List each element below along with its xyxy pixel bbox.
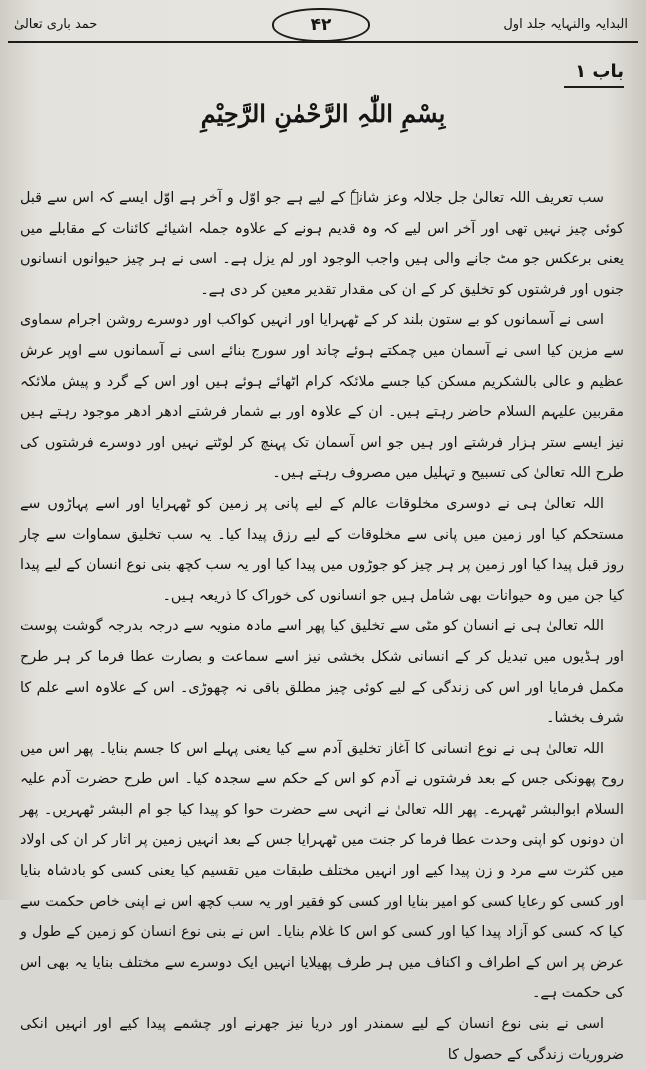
page-number: ۴۲ bbox=[310, 15, 332, 35]
body-text bbox=[20, 183, 624, 1070]
section-title: حمد باری تعالیٰ bbox=[14, 17, 98, 32]
paragraph-2: اسی نے آسمانوں کو بے ستون بلند کر کے ٹھہرایا اور انہیں کواکب اور دوسرے روشن اجرام سماوی سے مزین کیا اسی نے آسمان میں چمکتے ہوئے چاند اور سورج بنائے اسی نے آسمانوں سے اوپر عرش عظیم و عالی بالشکریم مسکن کیا جسے ملائکہ کرام اٹھائے ہوئے ہیں اور اس کے گرد و پیش ملائکہ مقربین علیہم السلام حاضر رہتے ہیں۔ ان کے علاوہ اور بے شمار فرشتے ادھر ادھر موجود رہتے ہیں نیز ایسے ستر ہزار فرشتے اور ہیں جو اس آسمان تک پہنچ کر لوٹتے نہیں اور دوسرے فرشتوں کی طرح اللہ تعالیٰ کی تسبیح و تہلیل میں مصروف رہتے ہیں۔ bbox=[20, 312, 624, 482]
header-divider bbox=[8, 41, 638, 43]
basmala-calligraphy: بِسْمِ اللّٰہِ الرَّحْمٰنِ الرَّحِیْمِ bbox=[200, 99, 446, 128]
page-number-oval bbox=[272, 8, 370, 42]
page-header bbox=[0, 0, 646, 44]
book-title: البدایہ والنہایہ جلد اول bbox=[503, 17, 628, 32]
paragraph-6: اسی نے بنی نوع انسان کے لیے سمندر اور دریا نیز جھرنے اور چشمے پیدا کیے اور انہیں انکی ضروریات زندگی کے حصول کا bbox=[20, 1016, 624, 1063]
chapter-label: باب ۱ bbox=[564, 61, 624, 88]
paragraph-5: اللہ تعالیٰ ہی نے نوع انسانی کا آغاز تخلیق آدم سے کیا یعنی پہلے اس کا جسم بنایا۔ پھر اس میں روح پھونکی جس کے بعد فرشتوں نے آدم کو اس کے حکم سے سجدہ کیا۔ اس طرح حضرت آدم علیہ السلام ابوالبشر ٹھہرے۔ پھر اللہ تعالیٰ نے انہی سے حضرت حوا کو پیدا کیا جو ام البشر ٹھہریں۔ پھر ان دونوں کو اپنی وحدت عطا فرما کر جنت میں ٹھہرایا جس کے بعد انہیں زمین پر اتار کر ان کی اولاد میں کثرت سے مرد و زن پیدا کیے اور انہیں مختلف طبقات میں تقسیم کیا یعنی کسی کو بادشاہ بنایا اور کسی کو رعایا کسی کو امیر بنایا اور کسی کو فقیر اور یہ سب کچھ اس نے اپنی خاص حکمت سے کیا کہ کسی کو آزاد پیدا کیا اور کسی کو اس کا غلام بنایا۔ اس نے بنی نوع انسان کو زمین کے طول و عرض پر اس کے اطراف و اکناف میں ہر طرف پھیلایا انہیں ایک دوسرے سے مختلف بنایا یہ بھی اس کی حکمت ہے۔ bbox=[20, 740, 624, 1002]
paragraph-3: اللہ تعالیٰ ہی نے دوسری مخلوقات عالم کے لیے پانی پر زمین کو ٹھہرایا اور اسے پہاڑوں سے مستحکم کیا اور زمین میں پانی سے مخلوقات کے لیے رزق پیدا کیا۔ یہ سب تخلیق سماوات سے چار روز قبل پیدا کیا اور زمین پر ہر چیز کو جوڑوں میں پیدا کیا اور یہ سب کچھ بنی نوع انسان کے لیے پیدا کیا جن میں وہ حیوانات بھی شامل ہیں جو انسانوں کی خوراک کا ذریعہ ہیں۔ bbox=[20, 495, 624, 604]
paragraph-4: اللہ تعالیٰ ہی نے انسان کو مٹی سے تخلیق کیا پھر اسے مادہ منویہ سے درجہ بدرجہ گوشت پوست اور ہڈیوں میں تبدیل کر کے انسانی شکل بخشی نیز اسے سماعت و بصارت عطا فرما کر ہر طرح مکمل فرمایا اور اس کی زندگی کے لیے کوئی چیز مطلق باقی نہ چھوڑی۔ اس کے علاوہ اسے علم کا شرف بخشا۔ bbox=[20, 618, 624, 727]
paragraph-1: سب تعریف اللہ تعالیٰ جل جلالہ وعز شانہٗ کے لیے ہے جو اوّل و آخر ہے اوّل ایسے کہ اس سے قبل کوئی چیز نہیں تھی اور آخر اس لیے کہ وہ قدیم ہونے کے علاوہ جملہ اشیائے کائنات کے مقابلے میں یعنی برعکس جو مٹ جانے والی ہیں واجب الوجود اور لم یزل ہے۔ اسی نے ہر چیز حیوانوں انسانوں جنوں اور فرشتوں کو تخلیق کر کے ان کی مقدار تقدیر معین کر دی ہے۔ bbox=[20, 190, 624, 298]
